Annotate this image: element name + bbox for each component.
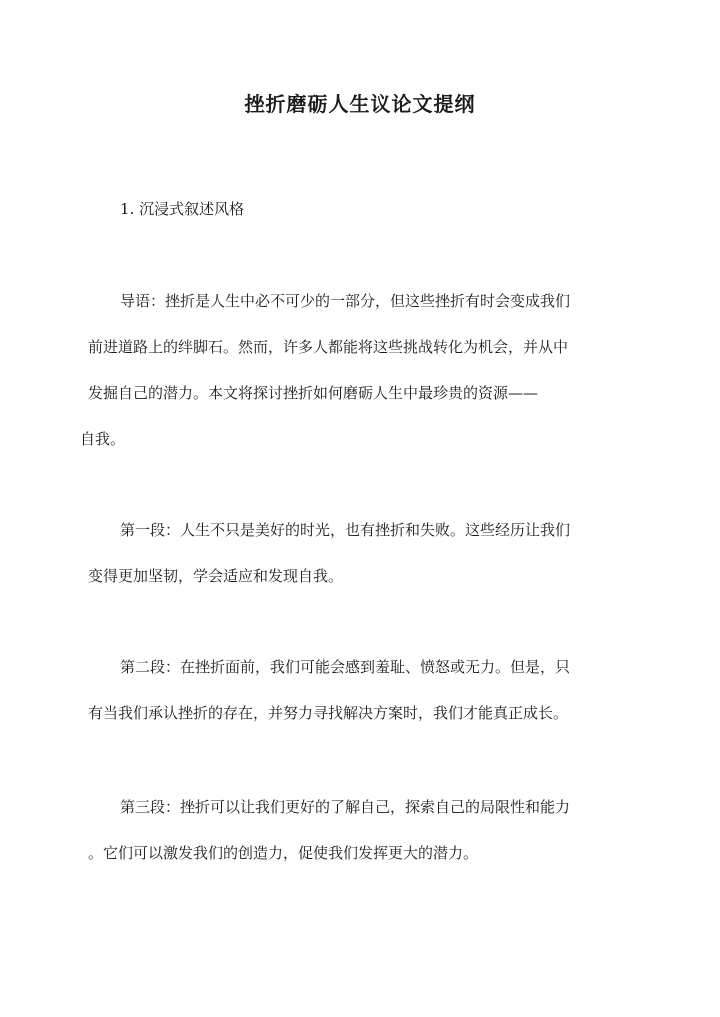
paragraph-line: 第三段：挫折可以让我们更好的了解自己，探索自己的局限性和能力 [120, 798, 571, 816]
paragraph-two [88, 644, 640, 736]
paragraph-line: 导语：挫折是人生中必不可少的一部分，但这些挫折有时会变成我们 [120, 292, 571, 310]
paragraph-line: 第二段：在挫折面前，我们可能会感到羞耻、愤怒或无力。但是，只 [120, 658, 571, 676]
paragraph-line: 变得更加坚韧，学会适应和发现自我。 [88, 567, 344, 585]
paragraph-line: 有当我们承认挫折的存在，并努力寻找解决方案时，我们才能真正成长。 [88, 704, 569, 722]
section-heading: 1. 沉浸式叙述风格 [120, 200, 245, 218]
paragraph-line: 。它们可以激发我们的创造力，促使我们发挥更大的潜力。 [88, 844, 479, 862]
paragraph-line: 前进道路上的绊脚石。然而，许多人都能将这些挑战转化为机会，并从中 [88, 338, 569, 356]
paragraph-one [88, 507, 640, 599]
paragraph-intro [80, 278, 640, 462]
document-title: 挫折磨砺人生议论文提纲 [244, 92, 476, 116]
paragraph-line: 发掘自己的潜力。本文将探讨挫折如何磨砺人生中最珍贵的资源—— [88, 384, 539, 402]
paragraph-line: 第一段：人生不只是美好的时光，也有挫折和失败。这些经历让我们 [120, 521, 571, 539]
paragraph-three [88, 784, 640, 876]
paragraph-line: 自我。 [80, 430, 126, 448]
